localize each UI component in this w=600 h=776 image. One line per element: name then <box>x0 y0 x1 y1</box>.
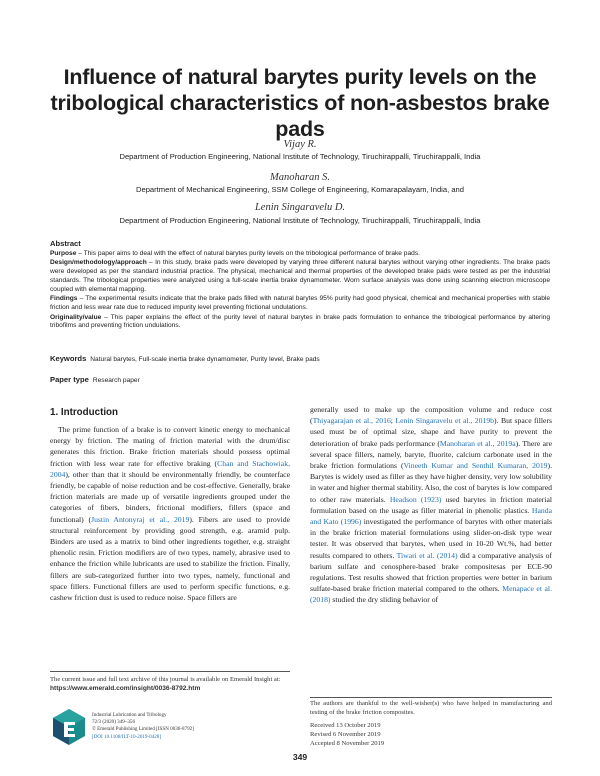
citation-link[interactable]: Tiwari et al. (2014) <box>396 550 458 560</box>
abstract-purpose <box>50 250 550 259</box>
paper-type <box>50 375 140 384</box>
section-heading: 1. Introduction <box>50 407 119 418</box>
abstract-originality <box>50 314 550 331</box>
paper-type-value: Research paper <box>92 377 140 384</box>
purpose-text: – This paper aims to deal with the effect of natural barytes purity levels on the tribological performance of brake pads. <box>76 249 420 257</box>
findings-text: – The experimental results indicate that the brake pads filled with natural barytes 95% purity had good physical, chemical and mechanical properties with stable friction and less wear rate due to reduced impurity level preventing frictional undulations. <box>50 295 550 311</box>
citation-link[interactable]: Vineeth Kumar and Senthil Kumaran, 2019 <box>403 461 548 471</box>
paper-title: Influence of natural barytes purity levels on the tribological characteristics of non-asbestos brake pads <box>50 65 550 141</box>
archive-link[interactable]: https://www.emerald.com/insight/0036-8792.htm <box>50 684 201 692</box>
archive-note <box>50 676 290 693</box>
journal-name: Industrial Lubrication and Tribology <box>92 712 167 718</box>
abstract-heading: Abstract <box>50 239 81 248</box>
body-text: investigated the performance of barytes with other materials in the brake friction material formulations using slider-on-disk type wear tester. It was observed that barytes, when used in 10-20 Wt.%, had better results compared to others. <box>310 517 552 560</box>
page-number: 349 <box>292 752 308 762</box>
body-text: ). Barytes is widely used as filler as they have higher density, very low solubility in water and higher thermal stability. Also, the cost of barytes is low compared to other raw materials. <box>310 461 552 504</box>
archive-text: The current issue and full text archive of this journal is available on Emerald Insight at: <box>50 676 281 683</box>
body-text: ). But space fillers used must be of optimal size, shape and have purity to prevent the deterioration of brake pads performance ( <box>310 416 552 448</box>
body-text: The prime function of a brake is to convert kinetic energy to mechanical energy by friction. The mating of friction material with the drum/disc generates this friction. Brake friction materials should possess optimal friction with less wear rate for effective braking ( <box>50 425 290 468</box>
citation-link[interactable]: Headson (1923) <box>389 494 442 504</box>
abstract-block <box>50 240 550 332</box>
body-text: studied the dry sliding behavior of <box>330 595 439 605</box>
body-text: ; <box>390 416 396 426</box>
originality-text: – This paper explains the effect of the purity level of natural barytes in brake pads formulation to enhance the tribological performance by altering tribofilms and preventing friction undulations. <box>50 313 550 330</box>
body-text: ). There are several space fillers, namely, baryte, fluorite, calcium carbonate used in the brake friction formulations ( <box>310 438 552 471</box>
intro-paragraph <box>50 424 290 603</box>
body-column-left <box>50 424 290 749</box>
ack-divider <box>310 697 552 698</box>
body-text: ). Fibers are used to provide structural reinforcement by providing good strength, e.g. aramid pulp. Binders are used as a matrix to bind other ingredients together, e.g. straight phenolic resin. Friction modifiers are of two types, namely, abrasive used to enhance the friction while lubricants are used to stabilize the friction. Finally, fillers are sub-categorized further into two types, namely, functional and space fillers. Functional fillers are used to perform specific functions, e.g. cashew friction dust is used to reduce noise. Space fillers are <box>50 514 290 603</box>
body-column-right <box>310 404 552 696</box>
journal-volume: 72/3 (2020) 349–356 <box>92 719 136 726</box>
body-text: generally used to make up the composition volume and reduce cost ( <box>310 405 552 426</box>
intro-paragraph-continued <box>310 404 552 606</box>
purpose-label: Purpose <box>50 249 77 257</box>
design-label: Design/methodology/approach <box>50 259 147 267</box>
author-name: Manoharan S. <box>269 172 331 183</box>
keywords-value: Natural barytes, Full-scale inertia brake dynamometer, Purity level, Brake pads <box>90 356 320 363</box>
journal-info <box>92 712 194 741</box>
accepted-date: Accepted 8 November 2019 <box>310 740 385 747</box>
abstract-findings <box>50 295 550 312</box>
body-text: used barytes in friction material formulation based on the usage as filler material in phenolic plastics. <box>310 494 552 515</box>
author-name: Lenin Singaravelu D. <box>254 202 346 213</box>
citation-link[interactable]: Lenin Singaravelu et al., 2019b <box>395 416 495 426</box>
footnote-divider <box>50 671 290 672</box>
emerald-logo-icon <box>52 708 86 746</box>
author-affiliation: Department of Production Engineering, National Institute of Technology, Tiruchirappalli, Tiruchirappalli, India <box>119 216 481 225</box>
abstract-design <box>50 259 550 294</box>
originality-label: Originality/value <box>50 313 102 321</box>
citation-link[interactable]: Manoharan et al., 2019a <box>439 438 516 448</box>
design-text: – In this study, brake pads were developed by varying three different natural barytes without varying other ingredients. The brake pads were developed as per the standard industrial practice. The physical, mechanical and thermal properties of the developed brake pads were tested as per the industrial standards. The tribological properties were analyzed using a full-scale inertia brake dynamometer. Worn surface analysis was done using scanning electron microscope coupled with elemental mapping. <box>50 259 550 293</box>
journal-doi[interactable]: [DOI 10.1108/ILT-10-2019-0428] <box>92 733 162 740</box>
author-name: Vijay R. <box>283 139 317 150</box>
paper-type-label: Paper type <box>50 375 89 384</box>
revised-date: Revised 6 November 2019 <box>310 731 381 738</box>
received-date: Received 13 October 2019 <box>310 722 381 729</box>
author-affiliation: Department of Production Engineering, National Institute of Technology, Tiruchirappalli, Tiruchirappalli, India <box>119 152 481 161</box>
journal-issn: © Emerald Publishing Limited [ISSN 0036-8792] <box>92 726 194 733</box>
citation-link[interactable]: Menapace et al. (2018) <box>310 584 552 605</box>
keywords-label: Keywords <box>50 354 87 363</box>
body-text: did a comparative analysis of barium sulfate and cenosphere-based brake compositesas per ECE-90 regulations. Test results showed that friction properties were better in barium sulfate-based brake friction material compared to the others. <box>310 550 552 594</box>
body-text: ), other than that it should be environmentally friendly, be counterface friendly, be capable of noise reduction and be cost-effective. Generally, brake friction materials are made up of versatile ingredients grouped under the categories of fibers, binders, frictional modifiers, fillers (space and functional) ( <box>50 469 290 524</box>
keywords <box>50 354 550 363</box>
author-affiliation: Department of Mechanical Engineering, SSM College of Engineering, Komarapalayam, India, and <box>136 185 464 194</box>
citation-link[interactable]: Thiyagarajan et al., 2016 <box>312 416 391 426</box>
findings-label: Findings <box>50 295 78 303</box>
citation-link[interactable]: Chan and Stachowiak, 2004 <box>50 458 290 479</box>
citation-link[interactable]: Handa and Kato (1996) <box>310 505 552 527</box>
acknowledgement: The authors are thankful to the well-wisher(s) who have helped in manufacturing and testing of the brake friction composites. <box>310 700 552 716</box>
citation-link[interactable]: Justin Antonyraj et al., 2019 <box>91 514 190 524</box>
